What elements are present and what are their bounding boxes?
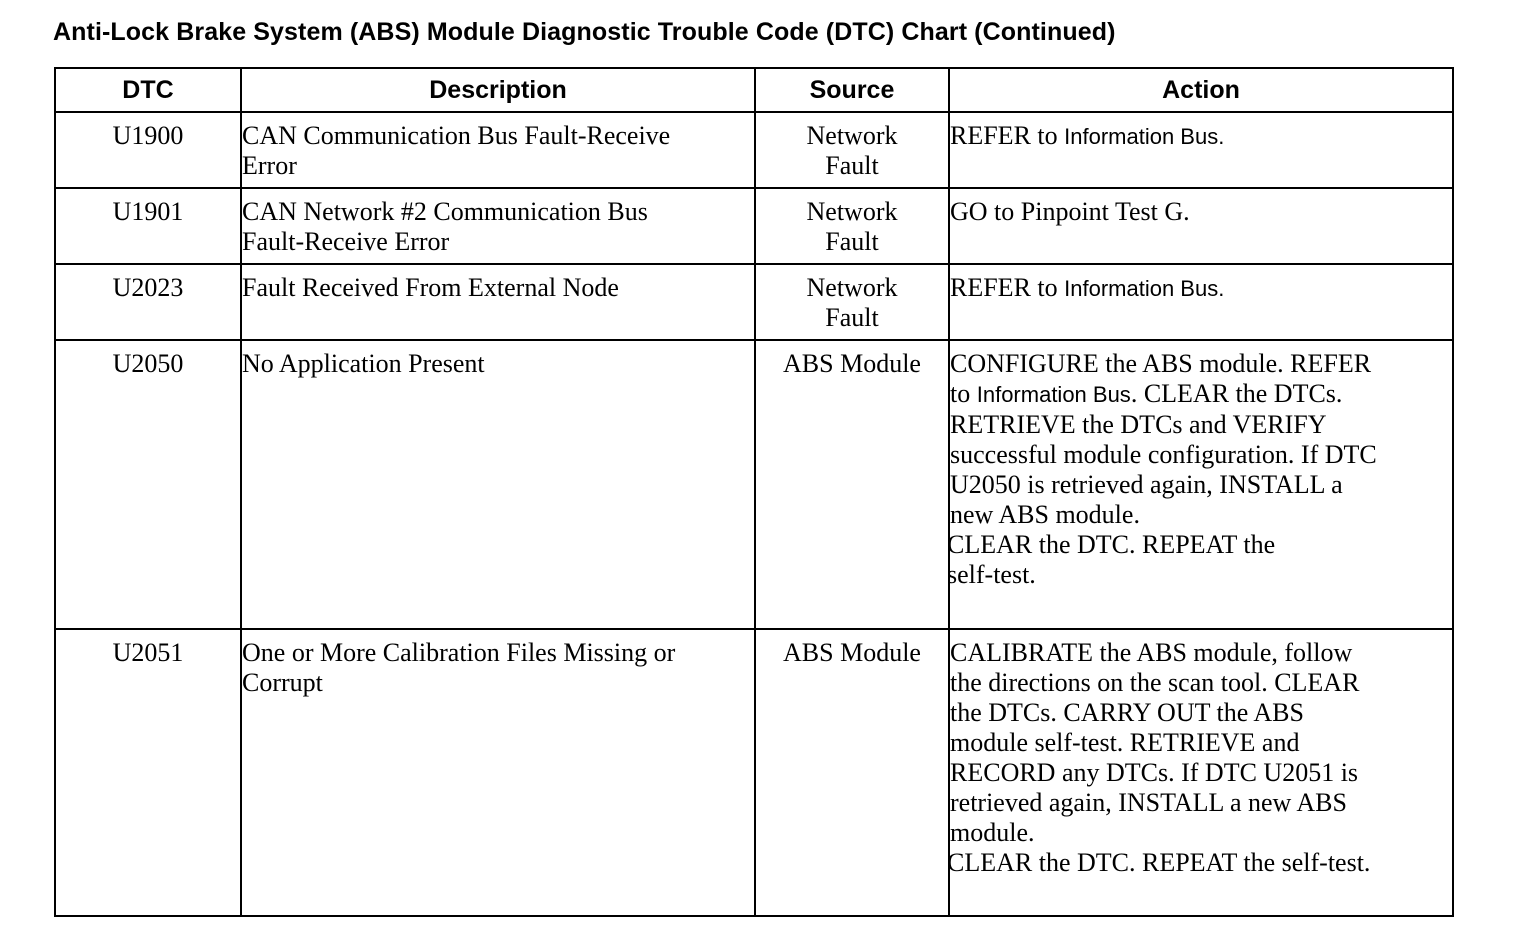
cell-line: Network — [806, 121, 898, 150]
action-text: . CLEAR the DTCs. — [1130, 379, 1343, 408]
action-line — [950, 273, 1452, 304]
action-text: GO to Pinpoint Test G. — [950, 197, 1190, 226]
action-text: module self-test. RETRIEVE and — [950, 728, 1300, 757]
action-text: to — [950, 379, 977, 408]
dtc-source — [755, 264, 949, 340]
dtc-source — [755, 112, 949, 188]
action-text: CLEAR the DTC. REPEAT the — [947, 530, 1276, 559]
cell-line: One or More Calibration Files Missing or — [242, 638, 676, 667]
cell-line: Fault — [825, 151, 879, 180]
action-text: CONFIGURE the ABS module. REFER — [950, 349, 1372, 378]
action-text: the DTCs. CARRY OUT the ABS — [950, 698, 1304, 727]
action-text: CLEAR the DTC. REPEAT the self-test. — [947, 848, 1371, 877]
cell-line: Fault-Receive Error — [242, 227, 450, 256]
action-line — [950, 197, 1452, 227]
cell-line: ABS Module — [783, 638, 921, 667]
action-text: REFER to — [950, 273, 1065, 302]
table-row — [55, 340, 1453, 629]
action-text: the directions on the scan tool. CLEAR — [950, 668, 1360, 697]
cell-line: No Application Present — [242, 349, 485, 378]
dtc-source — [755, 188, 949, 264]
dtc-code: U2051 — [55, 629, 241, 916]
table-header-row — [55, 68, 1453, 112]
action-line — [947, 560, 1452, 590]
action-line — [950, 788, 1452, 818]
dtc-action — [949, 340, 1453, 629]
cell-line: CAN Network #2 Communication Bus — [242, 197, 648, 226]
action-text: U2050 is retrieved again, INSTALL a — [950, 470, 1343, 499]
action-text: new ABS module. — [950, 500, 1140, 529]
dtc-code: U2023 — [55, 264, 241, 340]
dtc-description — [241, 264, 755, 340]
action-line — [950, 440, 1452, 470]
page-title: Anti-Lock Brake System (ABS) Module Diagnostic Trouble Code (DTC) Chart (Continued) — [53, 18, 1116, 46]
action-line — [950, 470, 1452, 500]
table-row — [55, 629, 1453, 916]
dtc-code: U2050 — [55, 340, 241, 629]
action-line — [950, 668, 1452, 698]
header-action: Action — [949, 68, 1453, 112]
action-line — [950, 638, 1452, 668]
cell-line: ABS Module — [783, 349, 921, 378]
dtc-description — [241, 112, 755, 188]
cell-line: Error — [242, 151, 297, 180]
action-line — [950, 349, 1452, 379]
action-line — [950, 728, 1452, 758]
action-text: RETRIEVE the DTCs and VERIFY — [950, 410, 1327, 439]
cell-line: Network — [806, 273, 898, 302]
action-line — [950, 758, 1452, 788]
action-line — [947, 848, 1452, 878]
reference-link-text: Information Bus. — [1064, 276, 1225, 301]
table-row — [55, 112, 1453, 188]
cell-line: CAN Communication Bus Fault-Receive — [242, 121, 671, 150]
dtc-action — [949, 188, 1453, 264]
cell-line: Fault — [825, 227, 879, 256]
dtc-description — [241, 629, 755, 916]
dtc-description — [241, 340, 755, 629]
action-text: CALIBRATE the ABS module, follow — [950, 638, 1353, 667]
cell-line: Network — [806, 197, 898, 226]
dtc-action — [949, 264, 1453, 340]
action-text: successful module configuration. If DTC — [950, 440, 1377, 469]
dtc-action — [949, 629, 1453, 916]
table-row — [55, 188, 1453, 264]
action-line — [950, 410, 1452, 440]
dtc-code: U1901 — [55, 188, 241, 264]
dtc-chart-table — [54, 67, 1454, 917]
header-source: Source — [755, 68, 949, 112]
action-line — [947, 530, 1452, 560]
reference-link-text: Information Bus. — [1064, 124, 1225, 149]
table-row — [55, 264, 1453, 340]
dtc-action — [949, 112, 1453, 188]
action-text: retrieved again, INSTALL a new ABS — [950, 788, 1347, 817]
action-text: REFER to — [950, 121, 1065, 150]
action-line — [950, 818, 1452, 848]
cell-line: Fault Received From External Node — [242, 273, 619, 302]
action-line — [950, 121, 1452, 152]
reference-link-text: Information Bus — [976, 382, 1131, 407]
action-text: RECORD any DTCs. If DTC U2051 is — [950, 758, 1359, 787]
cell-line: Corrupt — [242, 668, 323, 697]
action-line — [950, 500, 1452, 530]
dtc-source — [755, 340, 949, 629]
dtc-description — [241, 188, 755, 264]
dtc-code: U1900 — [55, 112, 241, 188]
header-dtc: DTC — [55, 68, 241, 112]
action-line — [950, 379, 1452, 410]
action-text: self-test. — [947, 560, 1036, 589]
action-text: module. — [950, 818, 1035, 847]
action-line — [950, 698, 1452, 728]
dtc-source — [755, 629, 949, 916]
cell-line: Fault — [825, 303, 879, 332]
header-description: Description — [241, 68, 755, 112]
